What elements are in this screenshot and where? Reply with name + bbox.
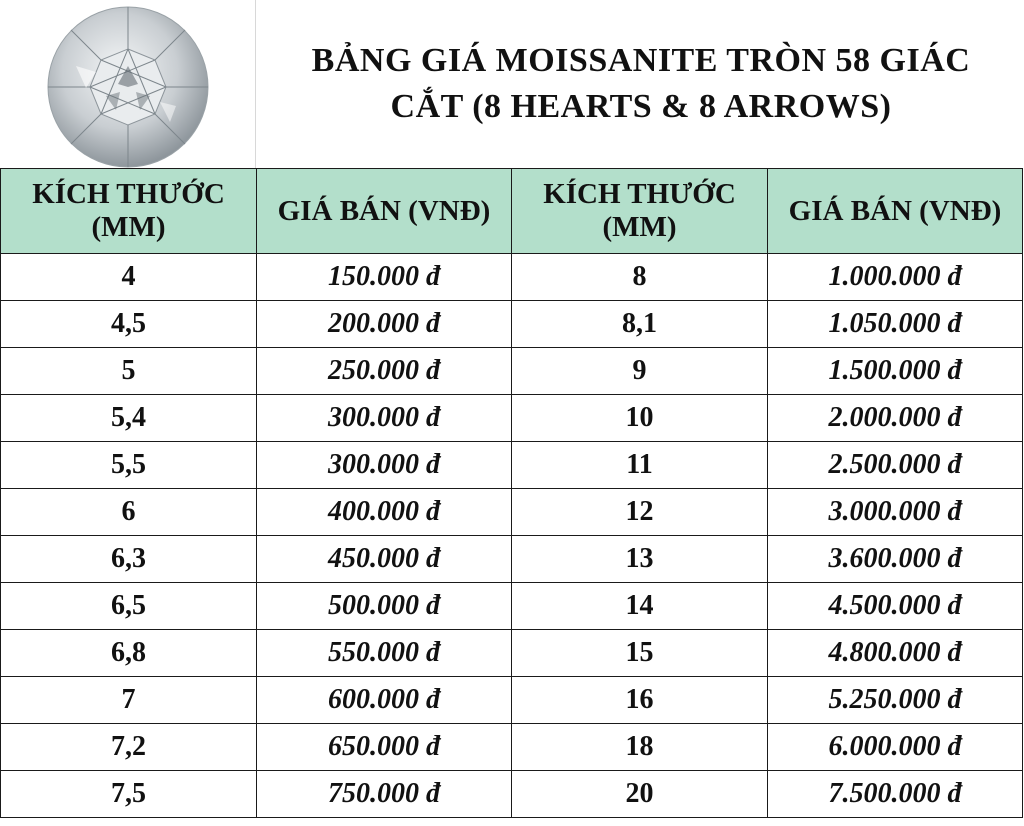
cell-size-left: 4 — [1, 254, 257, 301]
price-table — [0, 168, 1023, 818]
cell-price-left: 650.000 đ — [257, 724, 512, 771]
cell-size-left: 5,5 — [1, 442, 257, 489]
header-size-left: KÍCH THƯỚC (MM) — [1, 169, 257, 254]
cell-size-left: 6,3 — [1, 536, 257, 583]
table-row — [1, 489, 1023, 536]
cell-price-right: 1.050.000 đ — [768, 301, 1023, 348]
round-brilliant-diamond-icon — [46, 6, 210, 168]
table-row — [1, 583, 1023, 630]
table-row — [1, 677, 1023, 724]
table-row — [1, 630, 1023, 677]
cell-size-left: 5 — [1, 348, 257, 395]
cell-price-left: 600.000 đ — [257, 677, 512, 724]
cell-size-left: 7,5 — [1, 771, 257, 818]
cell-size-right: 16 — [512, 677, 768, 724]
table-row — [1, 395, 1023, 442]
cell-price-right: 2.000.000 đ — [768, 395, 1023, 442]
sheet-header — [0, 0, 1024, 168]
cell-size-left: 6,5 — [1, 583, 257, 630]
cell-size-right: 20 — [512, 771, 768, 818]
cell-size-left: 7,2 — [1, 724, 257, 771]
cell-size-right: 15 — [512, 630, 768, 677]
cell-size-right: 12 — [512, 489, 768, 536]
table-header-row — [1, 169, 1023, 254]
table-row — [1, 301, 1023, 348]
cell-size-left: 6,8 — [1, 630, 257, 677]
cell-size-right: 9 — [512, 348, 768, 395]
cell-size-left: 6 — [1, 489, 257, 536]
table-row — [1, 254, 1023, 301]
cell-price-left: 250.000 đ — [257, 348, 512, 395]
cell-price-right: 6.000.000 đ — [768, 724, 1023, 771]
cell-size-right: 18 — [512, 724, 768, 771]
cell-price-right: 1.500.000 đ — [768, 348, 1023, 395]
table-row — [1, 536, 1023, 583]
cell-price-left: 400.000 đ — [257, 489, 512, 536]
cell-price-left: 300.000 đ — [257, 442, 512, 489]
table-row — [1, 442, 1023, 489]
cell-price-left: 450.000 đ — [257, 536, 512, 583]
cell-price-right: 2.500.000 đ — [768, 442, 1023, 489]
cell-price-left: 300.000 đ — [257, 395, 512, 442]
cell-price-right: 4.500.000 đ — [768, 583, 1023, 630]
cell-size-left: 4,5 — [1, 301, 257, 348]
cell-price-left: 500.000 đ — [257, 583, 512, 630]
page-title — [258, 0, 1024, 168]
cell-price-right: 1.000.000 đ — [768, 254, 1023, 301]
cell-price-left: 550.000 đ — [257, 630, 512, 677]
table-row — [1, 724, 1023, 771]
cell-size-right: 13 — [512, 536, 768, 583]
cell-price-left: 750.000 đ — [257, 771, 512, 818]
table-row — [1, 771, 1023, 818]
cell-size-right: 11 — [512, 442, 768, 489]
cell-price-right: 3.000.000 đ — [768, 489, 1023, 536]
header-price-left: GIÁ BÁN (VNĐ) — [257, 169, 512, 254]
cell-size-left: 7 — [1, 677, 257, 724]
cell-size-right: 10 — [512, 395, 768, 442]
cell-size-left: 5,4 — [1, 395, 257, 442]
cell-price-right: 7.500.000 đ — [768, 771, 1023, 818]
page-title-text: BẢNG GIÁ MOISSANITE TRÒN 58 GIÁC CẮT (8 HEARTS & 8 ARROWS) — [311, 42, 971, 125]
header-size-right: KÍCH THƯỚC (MM) — [512, 169, 768, 254]
cell-price-right: 5.250.000 đ — [768, 677, 1023, 724]
cell-price-right: 4.800.000 đ — [768, 630, 1023, 677]
cell-price-left: 200.000 đ — [257, 301, 512, 348]
cell-price-left: 150.000 đ — [257, 254, 512, 301]
cell-size-right: 8,1 — [512, 301, 768, 348]
cell-size-right: 8 — [512, 254, 768, 301]
gem-image-cell — [0, 0, 256, 168]
table-row — [1, 348, 1023, 395]
header-price-right: GIÁ BÁN (VNĐ) — [768, 169, 1023, 254]
cell-size-right: 14 — [512, 583, 768, 630]
cell-price-right: 3.600.000 đ — [768, 536, 1023, 583]
